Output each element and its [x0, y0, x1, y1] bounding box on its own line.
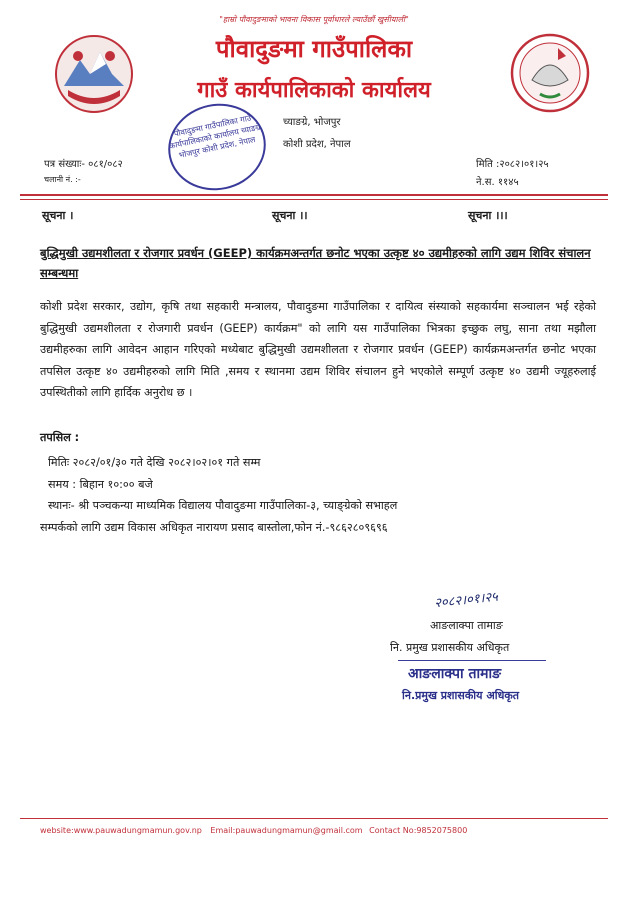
header-divider: [20, 194, 608, 196]
signatory-designation: नि. प्रमुख प्रशासकीय अधिकृत: [390, 641, 510, 654]
footer-divider: [20, 818, 608, 819]
reference-number: पत्र संख्याः- ०८१/०८२: [44, 159, 123, 170]
letter-date: मिति :२०८२।०१।२५: [476, 159, 549, 170]
office-title: गाउँ कार्यपालिकाको कार्यालय: [197, 78, 431, 103]
notice-body: कोशी प्रदेश सरकार, उद्योग, कृषि तथा सहकारी मन्त्रालय, पौवादुङमा गाउँपालिका र दायित्व संस्याको सहकार्यमा सञ्चालन भई रहेको बुद्धिमुखी उद्यमशीलता र रोजगारी प्रवर्धन (GEEP) कार्यक्रम" को लागि यस गाउँपालिका भित्रका इच्छुक लघु, साना तथा मझौला उद्यमीहरुका लागि आवेदन आहान गरिएको मध्येबाट बुद्धिमुखी उद्यमशीलता र रोजगार प्रवर्धन (GEEP) कार्यक्रमअन्तर्गत छनोट भएका तपसिल उत्कृष्ट ४० उद्यमीहरुको लागि मिति ,समय र स्थानमा उद्यम शिविर संचालन हुने भएकोले सम्पूर्ण उत्कृष्ट ४० उद्यमी ज्यूहरुलाई उपस्थितीको लागि हार्दिक अनुरोध छ ।: [40, 300, 596, 399]
footer-phone: Contact No:9852075800: [369, 826, 468, 835]
dispatch-number: चलानी नं. :-: [44, 175, 81, 184]
footer-email: Email:pauwadungmamun@gmail.com: [210, 826, 363, 835]
letterhead-tagline: "हाम्रो पौवादुङमाको भावना विकास पूर्वाधारले ल्याउँछौं खुसीयाली": [219, 15, 409, 24]
office-stamp: पौवादुङमा गाउँपालिका गाउँ कार्यपालिकाको कार्यालय च्याङग्रे भोजपुर कोशी प्रदेश, नेपाल: [160, 95, 274, 199]
footer-website: website:www.pauwadungmamun.gov.np: [40, 826, 202, 835]
details-contact: सम्पर्कको लागि उद्यम विकास अधिकृत नारायण प्रसाद बास्तोला,फोन नं.-९८६२८०९६९६: [40, 521, 388, 534]
signature-stamp-designation: नि.प्रमुख प्रशासकीय अधिकृत: [402, 689, 520, 702]
municipality-logo-icon: [510, 30, 590, 116]
signature-stamp-name: आङलाक्पा तामाङ: [408, 666, 502, 682]
signatory-name: आङलाक्पा तामाङ: [430, 619, 503, 632]
details-time: समय : बिहान १०:०० बजे: [48, 478, 153, 491]
notice-label-2: सूचना ।।: [272, 209, 308, 222]
notice-label-1: सूचना ।: [42, 209, 74, 222]
handwritten-signature: २०८२।०१।२५: [433, 589, 499, 612]
footer-contact-line: [40, 826, 467, 835]
nepal-era-date: ने.स. ११४५: [476, 177, 519, 188]
address-line-2: कोशी प्रदेश, नेपाल: [283, 139, 351, 150]
details-date: मितिः २०८२/०१/३० गते देखि २०८२।०२।०१ गते सम्म: [48, 456, 261, 469]
notice-subject: बुद्धिमुखी उद्यमशीलता र रोजगार प्रवर्धन (GEEP) कार्यक्रमअन्तर्गत छनोट भएका उत्कृष्ट ४० उद्यमीहरुको लागि उद्यम शिविर संचालन सम्बन्धमा: [40, 246, 591, 280]
details-heading: तपसिल :: [40, 431, 80, 444]
signature-stamp-rule: [398, 660, 546, 661]
notice-label-3: सूचना ।।।: [468, 209, 508, 222]
address-line-1: च्याङग्रे, भोजपुर: [283, 117, 341, 128]
municipality-title: पौवादुङमा गाउँपालिका: [215, 35, 413, 63]
details-venue: स्थानः- श्री पञ्चकन्या माध्यमिक विद्यालय पौवादुङमा गाउँपालिका-३, च्याङ्ग्रेको सभाहल: [48, 499, 398, 512]
header-divider-thin: [20, 199, 608, 200]
